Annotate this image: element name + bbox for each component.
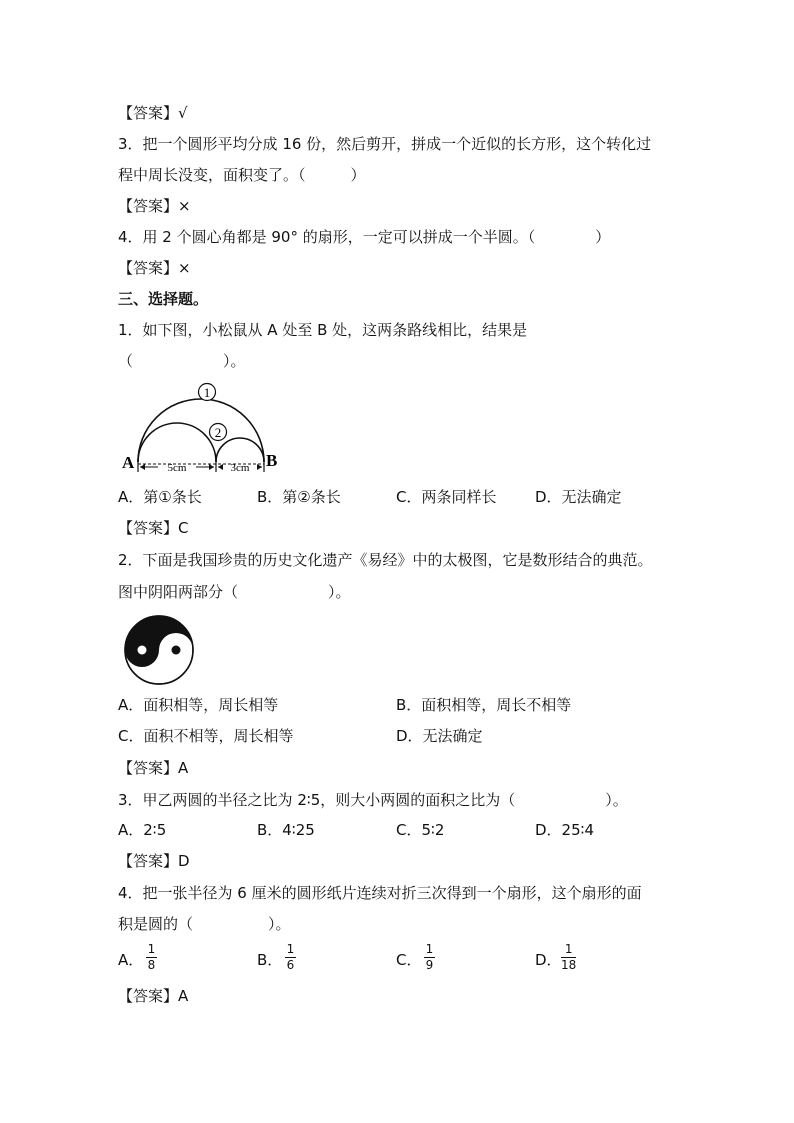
answer-q3: 【答案】D — [118, 852, 190, 870]
length-label-1: 5cm — [167, 462, 187, 474]
choice-question-1-line1: 1．如下图，小松鼠从 A 处至 B 处，这两条路线相比，结果是 — [118, 321, 528, 339]
q1-option-d[interactable]: D．无法确定 — [535, 488, 622, 506]
yin-dot — [138, 646, 147, 655]
q2-option-a[interactable]: A．面积相等，周长相等 — [118, 696, 279, 714]
yang-dot — [172, 646, 181, 655]
answer-q4: 【答案】A — [118, 987, 189, 1005]
q1-option-b[interactable]: B．第②条长 — [257, 488, 341, 506]
choice-question-4-line2: 积是圆的（ ）。 — [118, 915, 291, 933]
q4-option-c-letter: C． — [396, 951, 422, 969]
answer-tf3: 【答案】× — [118, 197, 191, 215]
q2-option-c[interactable]: C．面积不相等，周长相等 — [118, 727, 294, 745]
q3-option-a[interactable]: A．2∶5 — [118, 821, 167, 839]
q4-option-b-letter: B． — [257, 951, 283, 969]
q2-option-b[interactable]: B．面积相等，周长不相等 — [396, 696, 572, 714]
tf-question-3-line1: 3．把一个圆形平均分成 16 份，然后剪开，拼成一个近似的长方形，这个转化过 — [118, 135, 652, 153]
q4-option-a[interactable] — [118, 950, 143, 970]
q4-option-d[interactable] — [535, 950, 562, 970]
choice-question-2-line2: 图中阴阳两部分（ ）。 — [118, 583, 351, 601]
choice-question-1-line2: （ ）。 — [118, 352, 246, 370]
taiji-diagram — [123, 614, 195, 686]
route-2-arc-small — [216, 438, 264, 462]
choice-question-2-line1: 2．下面是我国珍贵的历史文化遗产《易经》中的太极图，它是数形结合的典范。 — [118, 551, 653, 569]
choice-question-3: 3．甲乙两圆的半径之比为 2∶5，则大小两圆的面积之比为（ ）。 — [118, 791, 628, 809]
q4-option-a-letter: A． — [118, 951, 144, 969]
tf-question-3-line2: 程中周长没变，面积变了。（ ） — [118, 166, 366, 184]
point-a-label: A — [122, 453, 135, 472]
route-2-number: 2 — [214, 425, 222, 440]
answer-tf2: 【答案】√ — [118, 104, 188, 122]
section-title: 三、选择题。 — [118, 290, 209, 308]
q1-option-c[interactable]: C．两条同样长 — [396, 488, 497, 506]
q4-option-b-fraction: 1 6 — [286, 942, 295, 972]
route-2-arc-large — [138, 423, 216, 462]
route-1-number: 1 — [203, 385, 211, 400]
tf-question-4: 4．用 2 个圆心角都是 90° 的扇形，一定可以拼成一个半圆。（ ） — [118, 228, 611, 246]
q1-option-a[interactable]: A．第①条长 — [118, 488, 202, 506]
q4-option-c-fraction: 1 9 — [425, 942, 434, 972]
q2-option-d[interactable]: D．无法确定 — [396, 727, 483, 745]
point-b-label: B — [266, 451, 278, 470]
q4-option-d-letter: D． — [535, 951, 562, 969]
q3-option-c[interactable]: C．5∶2 — [396, 821, 445, 839]
q4-option-a-fraction: 1 8 — [147, 942, 156, 972]
q3-option-b[interactable]: B．4∶25 — [257, 821, 315, 839]
answer-q2: 【答案】A — [118, 759, 189, 777]
q4-option-b[interactable] — [257, 950, 282, 970]
answer-tf4: 【答案】× — [118, 259, 191, 277]
choice-question-4-line1: 4．把一张半径为 6 厘米的圆形纸片连续对折三次得到一个扇形，这个扇形的面 — [118, 884, 642, 902]
q3-option-d[interactable]: D．25∶4 — [535, 821, 595, 839]
route-diagram — [114, 380, 284, 480]
q4-option-d-fraction: 1 18 — [561, 942, 577, 972]
length-label-2: 3cm — [230, 462, 250, 474]
q4-option-c[interactable] — [396, 950, 421, 970]
answer-q1: 【答案】C — [118, 519, 189, 537]
